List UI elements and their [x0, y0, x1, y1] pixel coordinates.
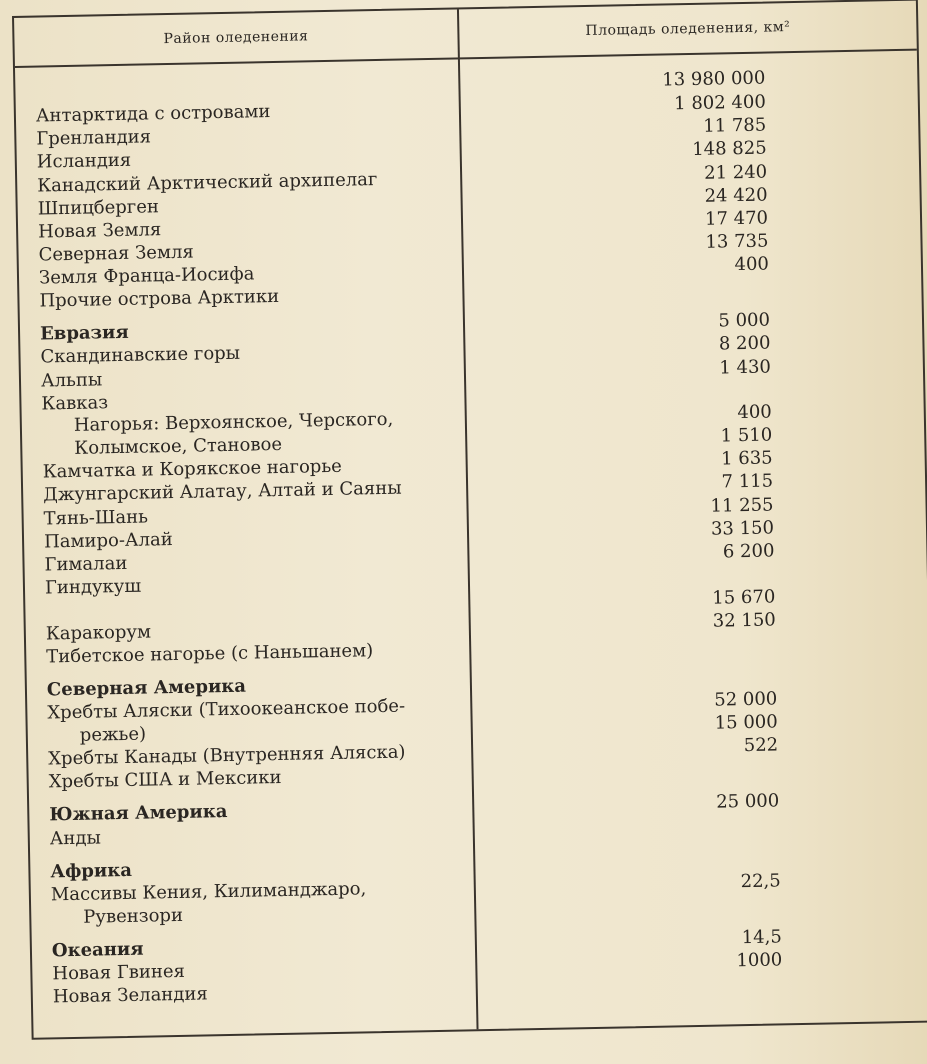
- region-name: Новая Гвинея: [52, 960, 186, 985]
- header-area: Площадь оледенения, км²: [585, 19, 791, 39]
- area-value: 1 802 400: [673, 91, 766, 115]
- region-name: Прочие острова Арктики: [39, 285, 280, 312]
- area-value: 24 420: [704, 184, 768, 207]
- area-value: 1 430: [719, 356, 772, 379]
- area-value: 400: [737, 401, 772, 424]
- region-name: Рувензори: [83, 904, 184, 928]
- area-value: 6 200: [722, 540, 775, 563]
- area-value: 15 670: [712, 586, 776, 609]
- region-name: режье): [79, 723, 147, 746]
- region-name: Африка: [50, 859, 133, 883]
- region-name: Южная Америка: [49, 801, 228, 826]
- region-name: Нагорья: Верхоянское, Черского,: [73, 408, 394, 436]
- area-value: 52 000: [714, 688, 778, 711]
- region-name: Океания: [51, 938, 144, 962]
- region-name: Тибетское нагорье (с Наньшанем): [46, 640, 374, 668]
- region-name: Гиндукуш: [44, 575, 142, 599]
- area-value: 25 000: [716, 790, 780, 813]
- region-name: Массивы Кения, Килиманджаро,: [50, 878, 367, 906]
- region-name: Хребты Канады (Внутренняя Аляска): [48, 741, 406, 770]
- area-value: 11 255: [710, 494, 774, 517]
- region-name: Гималаи: [44, 552, 128, 576]
- area-value: 5 000: [718, 309, 771, 332]
- area-value: 1000: [736, 949, 783, 972]
- area-value: [475, 847, 780, 853]
- area-value: 33 150: [710, 517, 775, 540]
- region-name: Северная Америка: [46, 675, 247, 701]
- region-name: Шпицберген: [37, 196, 160, 220]
- table-header: [14, 1, 917, 68]
- area-value: [472, 665, 777, 671]
- area-value: 7 115: [721, 470, 774, 493]
- glaciation-table: [12, 0, 927, 1040]
- region-name: Кавказ: [41, 392, 109, 415]
- region-name: Камчатка и Корякское нагорье: [42, 455, 342, 483]
- area-value: 400: [734, 253, 770, 276]
- area-value: 11 785: [703, 114, 767, 137]
- area-value: 522: [743, 734, 779, 757]
- area-value: 17 470: [704, 207, 769, 230]
- area-value: 13 980 000: [662, 67, 766, 91]
- region-name: Антарктида с островами: [35, 101, 271, 127]
- region-name: [35, 74, 450, 82]
- region-name: Северная Земля: [38, 241, 194, 266]
- area-value: 1 510: [720, 424, 773, 447]
- header-region: Район оледенения: [163, 28, 309, 48]
- region-name: Евразия: [39, 321, 129, 345]
- region-name: Памиро-Алай: [43, 529, 173, 553]
- region-name: Гренландия: [36, 126, 152, 150]
- region-name: Тянь-Шань: [43, 506, 149, 530]
- area-value: 8 200: [718, 332, 771, 355]
- region-name: Каракорум: [45, 621, 152, 645]
- area-value: 21 240: [703, 161, 768, 184]
- region-name: Джунгарский Алатау, Алтай и Саяны: [42, 477, 402, 506]
- region-name: Исландия: [36, 149, 132, 173]
- area-value: 15 000: [714, 711, 778, 734]
- area-value: 22,5: [740, 870, 781, 893]
- region-name: Альпы: [40, 369, 103, 392]
- area-value: 1 635: [720, 447, 773, 470]
- area-value: 13 735: [705, 230, 769, 253]
- area-value: 148 825: [692, 137, 767, 160]
- region-name: Канадский Арктический архипелаг: [37, 169, 378, 197]
- region-name: Земля Франца-Иосифа: [38, 263, 255, 289]
- region-name: Хребты США и Мексики: [48, 766, 282, 793]
- region-name: Хребты Аляски (Тихоокеанское побе-: [47, 695, 406, 724]
- area-value: 32 150: [712, 609, 776, 632]
- region-name: Анды: [49, 827, 102, 850]
- area-value: 14,5: [741, 926, 783, 949]
- region-name: Скандинавские горы: [40, 342, 241, 368]
- region-name: Колымское, Становое: [74, 433, 283, 459]
- region-name: Новая Земля: [37, 219, 162, 243]
- region-name: Новая Зеландия: [52, 983, 208, 1008]
